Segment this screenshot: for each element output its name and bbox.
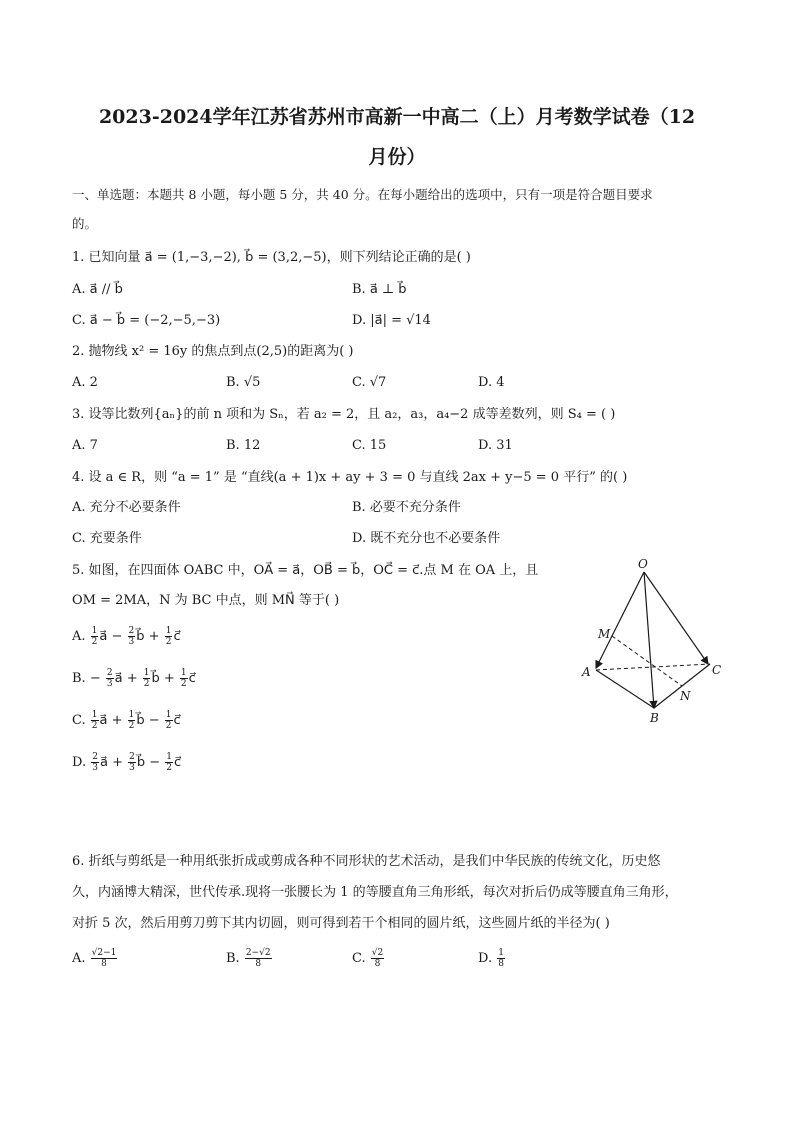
q6-stem-line2: 久，内涵博大精深，世代传承.现将一张腰长为 1 的等腰直角三角形纸，每次对折后仍成等腰直角三角形， [72, 885, 678, 900]
label-o: O [638, 558, 648, 571]
q6-option-d: D. $\frac{1}{8}$ [478, 948, 504, 969]
q5-option-b: B. − $\frac{2}{3}$ a⃗ + $\frac{1}{2}$ b⃗ + $\frac{1}{2}$ c⃗ [72, 668, 196, 689]
q2-option-a: A. 2 [72, 375, 98, 390]
exam-title-line2: 月份） [368, 146, 426, 168]
q2-option-b: B. √5 [226, 375, 261, 390]
q3-stem: 3. 设等比数列{aₙ}的前 n 项和为 Sₙ，若 a₂ = 2，且 a₂，a₃，a₄−2 成等差数列，则 S₄ = ( ) [72, 407, 616, 422]
label-m: M [598, 627, 611, 641]
q4-option-b: B. 必要不充分条件 [352, 500, 461, 515]
q3-option-a: A. 7 [72, 438, 98, 453]
exam-title-line1: 2023-2024学年江苏省苏州市高新一中高二（上）月考数学试卷（12 [98, 106, 696, 128]
edge-oc [644, 572, 708, 664]
q6-option-c: C. $\frac{√2}{8}$ [352, 948, 384, 969]
q4-option-c: C. 充要条件 [72, 531, 142, 546]
edge-ob [644, 572, 654, 708]
q5-option-d: D. $\frac{2}{3}$ a⃗ + $\frac{2}{3}$ b⃗ − $\frac{1}{2}$ c⃗ [72, 752, 182, 773]
edge-ab [596, 670, 654, 708]
q2-stem: 2. 抛物线 x² = 16y 的焦点到点(2,5)的距离为( ) [72, 344, 354, 359]
label-a: A [582, 665, 591, 679]
segment-mn-dashed [612, 636, 682, 686]
label-b: B [650, 711, 659, 725]
q1-option-a: A. a⃗ // b⃗ [72, 282, 123, 297]
q2-option-d: D. 4 [478, 375, 505, 390]
q5-option-a: A. $\frac{1}{2}$ a⃗ − $\frac{2}{3}$ b⃗ + $\frac{1}{2}$ c⃗ [72, 626, 181, 647]
q4-option-a: A. 充分不必要条件 [72, 500, 181, 515]
q1-stem: 1. 已知向量 a⃗ = (1,−3,−2), b⃗ = (3,2,−5)，则下列结论正确的是( ) [72, 250, 471, 265]
q6-stem-line3: 对折 5 次，然后用剪刀剪下其内切圆，则可得到若干个相同的圆片纸，这些圆片纸的半径为( ) [72, 916, 610, 931]
q6-option-a: A. $\frac{√2-1}{8}$ [72, 948, 117, 969]
q1-option-c: C. a⃗ − b⃗ = (−2,−5,−3) [72, 313, 221, 328]
q5-stem-line1: 5. 如图，在四面体 OABC 中，OA⃗ = a⃗，OB⃗ = b⃗，OC⃗ = c⃗.点 M 在 OA 上，且 [72, 563, 539, 578]
section-heading-line1: 一、单选题：本题共 8 小题，每小题 5 分，共 40 分。在每小题给出的选项中，只有一项是符合题目要求 [72, 187, 653, 202]
q1-option-d: D. |a⃗| = √14 [352, 313, 431, 328]
q3-option-b: B. 12 [226, 438, 261, 453]
q3-option-d: D. 31 [478, 438, 513, 453]
q5-stem-line2: OM = 2MA，N 为 BC 中点，则 MN⃗ 等于( ) [72, 593, 340, 608]
tetrahedron-figure [570, 558, 730, 728]
q2-option-c: C. √7 [352, 375, 387, 390]
q1-option-b: B. a⃗ ⊥ b⃗ [352, 282, 407, 297]
q4-stem: 4. 设 a ∈ R，则 “a = 1” 是 “直线(a + 1)x + ay + 3 = 0 与直线 2ax + y−5 = 0 平行” 的( ) [72, 470, 628, 485]
label-c: C [712, 663, 722, 677]
label-n: N [680, 689, 691, 703]
q4-option-d: D. 既不充分也不必要条件 [352, 531, 501, 546]
q6-stem-line1: 6. 折纸与剪纸是一种用纸张折成或剪成各种不同形状的艺术活动，是我们中华民族的传统文化，历史悠 [72, 854, 661, 869]
q3-option-c: C. 15 [352, 438, 387, 453]
q6-option-b: B. $\frac{2-√2}{8}$ [226, 948, 271, 969]
q5-option-c: C. $\frac{1}{2}$ a⃗ + $\frac{1}{2}$ b⃗ − $\frac{1}{2}$ c⃗ [72, 710, 181, 731]
section-heading-line2: 的。 [72, 216, 98, 231]
